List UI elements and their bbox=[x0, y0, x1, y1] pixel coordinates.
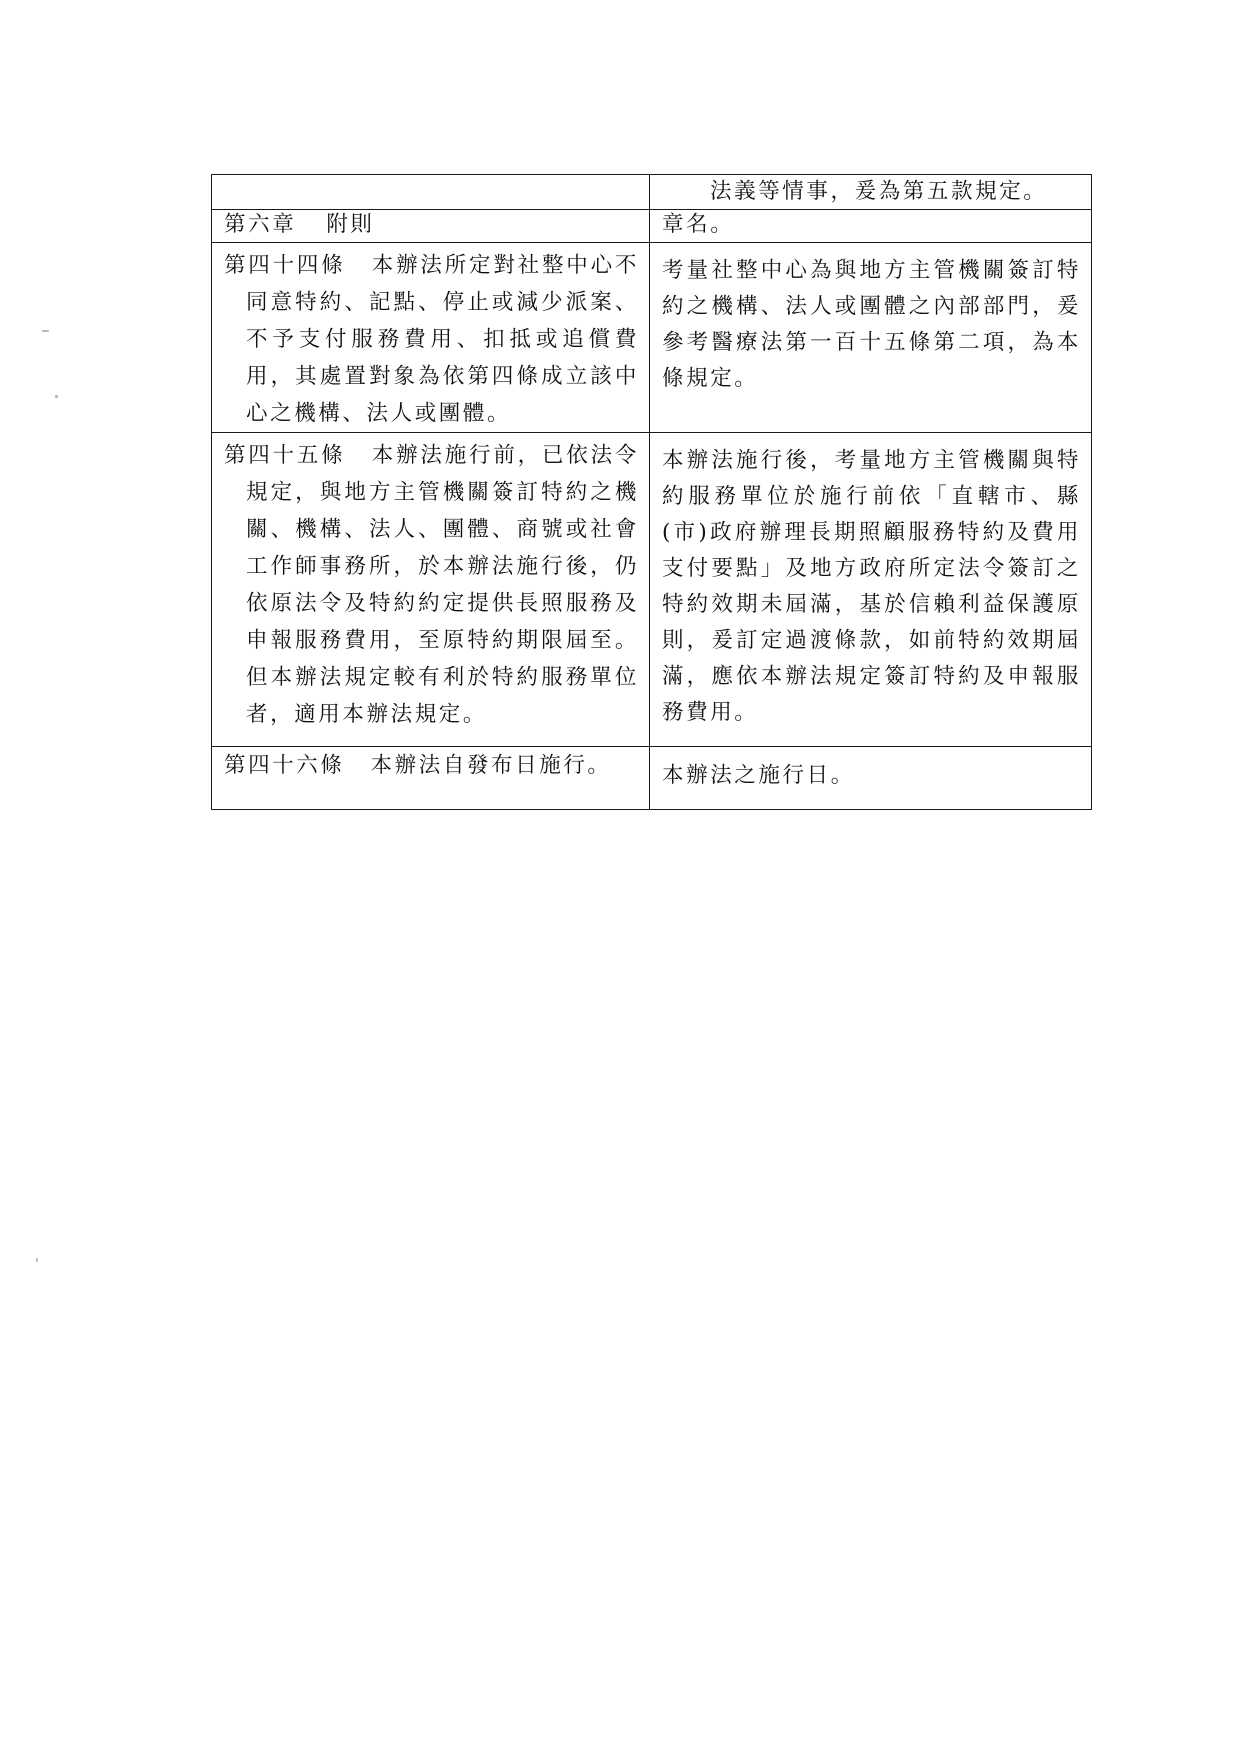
article-46-body bbox=[212, 747, 649, 783]
article-45-cell bbox=[212, 433, 650, 747]
scan-speck-mark bbox=[42, 330, 49, 332]
article-44-note-cell bbox=[650, 243, 1092, 433]
article-44-note: 考量社整中心為與地方主管機關簽訂特約之機構、法人或團體之內部部門，爰參考醫療法第一百十五條第二項，為本條規定。 bbox=[662, 258, 1081, 391]
table-row-chapter bbox=[212, 210, 1092, 243]
chapter-left-cell bbox=[212, 210, 650, 243]
article-44-cell bbox=[212, 243, 650, 433]
article-46-note: 本辦法之施行日。 bbox=[662, 763, 855, 788]
article-46-text: 本辦法自發布日施行。 bbox=[370, 753, 612, 778]
table-row-article-45 bbox=[212, 433, 1092, 747]
table-row-article-44 bbox=[212, 243, 1092, 433]
continuation-right-text: 法義等情事，爰為第五款規定。 bbox=[710, 179, 1048, 204]
table-row-continuation bbox=[212, 175, 1092, 210]
article-44-text: 本辦法所定對社整中心不同意特約、記點、停止或減少派案、不予支付服務費用、扣抵或追償費用，其處置對象為依第四條成立該中心之機構、法人或團體。 bbox=[246, 253, 639, 426]
article-45-note: 本辦法施行後，考量地方主管機關與特約服務單位於施行前依「直轄市、縣(市)政府辦理長期照顧服務特約及費用支付要點」及地方政府所定法令簽訂之特約效期未屆滿，基於信賴利益保護原則，爰訂定過渡條款，如前特約效期屆滿，應依本辦法規定簽訂特約及申報服務費用。 bbox=[662, 448, 1081, 725]
table-row-article-46 bbox=[212, 747, 1092, 810]
scan-speck-mark bbox=[55, 395, 58, 398]
article-45-note-cell bbox=[650, 433, 1092, 747]
chapter-right-cell bbox=[650, 210, 1092, 243]
continuation-right-cell bbox=[650, 175, 1092, 210]
article-45-text: 本辦法施行前，已依法令規定，與地方主管機關簽訂特約之機關、機構、法人、團體、商號或社會工作師事務所，於本辦法施行後，仍依原法令及特約約定提供長照服務及申報服務費用，至原特約期限屆至。但本辦法規定較有利於特約服務單位者，適用本辦法規定。 bbox=[246, 443, 639, 727]
article-46-note-cell bbox=[650, 747, 1092, 810]
continuation-left-cell bbox=[212, 175, 650, 210]
article-44-number: 第四十四條 bbox=[224, 253, 346, 278]
chapter-heading bbox=[212, 210, 649, 240]
chapter-number: 第六章 bbox=[224, 212, 297, 237]
regulation-comparison-table bbox=[211, 174, 1092, 810]
article-46-cell bbox=[212, 747, 650, 810]
article-45-body bbox=[212, 433, 649, 733]
chapter-note: 章名。 bbox=[662, 212, 735, 237]
chapter-title: 附則 bbox=[326, 212, 375, 237]
article-44-body bbox=[212, 243, 649, 432]
article-45-number: 第四十五條 bbox=[224, 443, 346, 468]
scan-speck-mark bbox=[36, 1258, 38, 1262]
article-46-number: 第四十六條 bbox=[224, 753, 345, 778]
